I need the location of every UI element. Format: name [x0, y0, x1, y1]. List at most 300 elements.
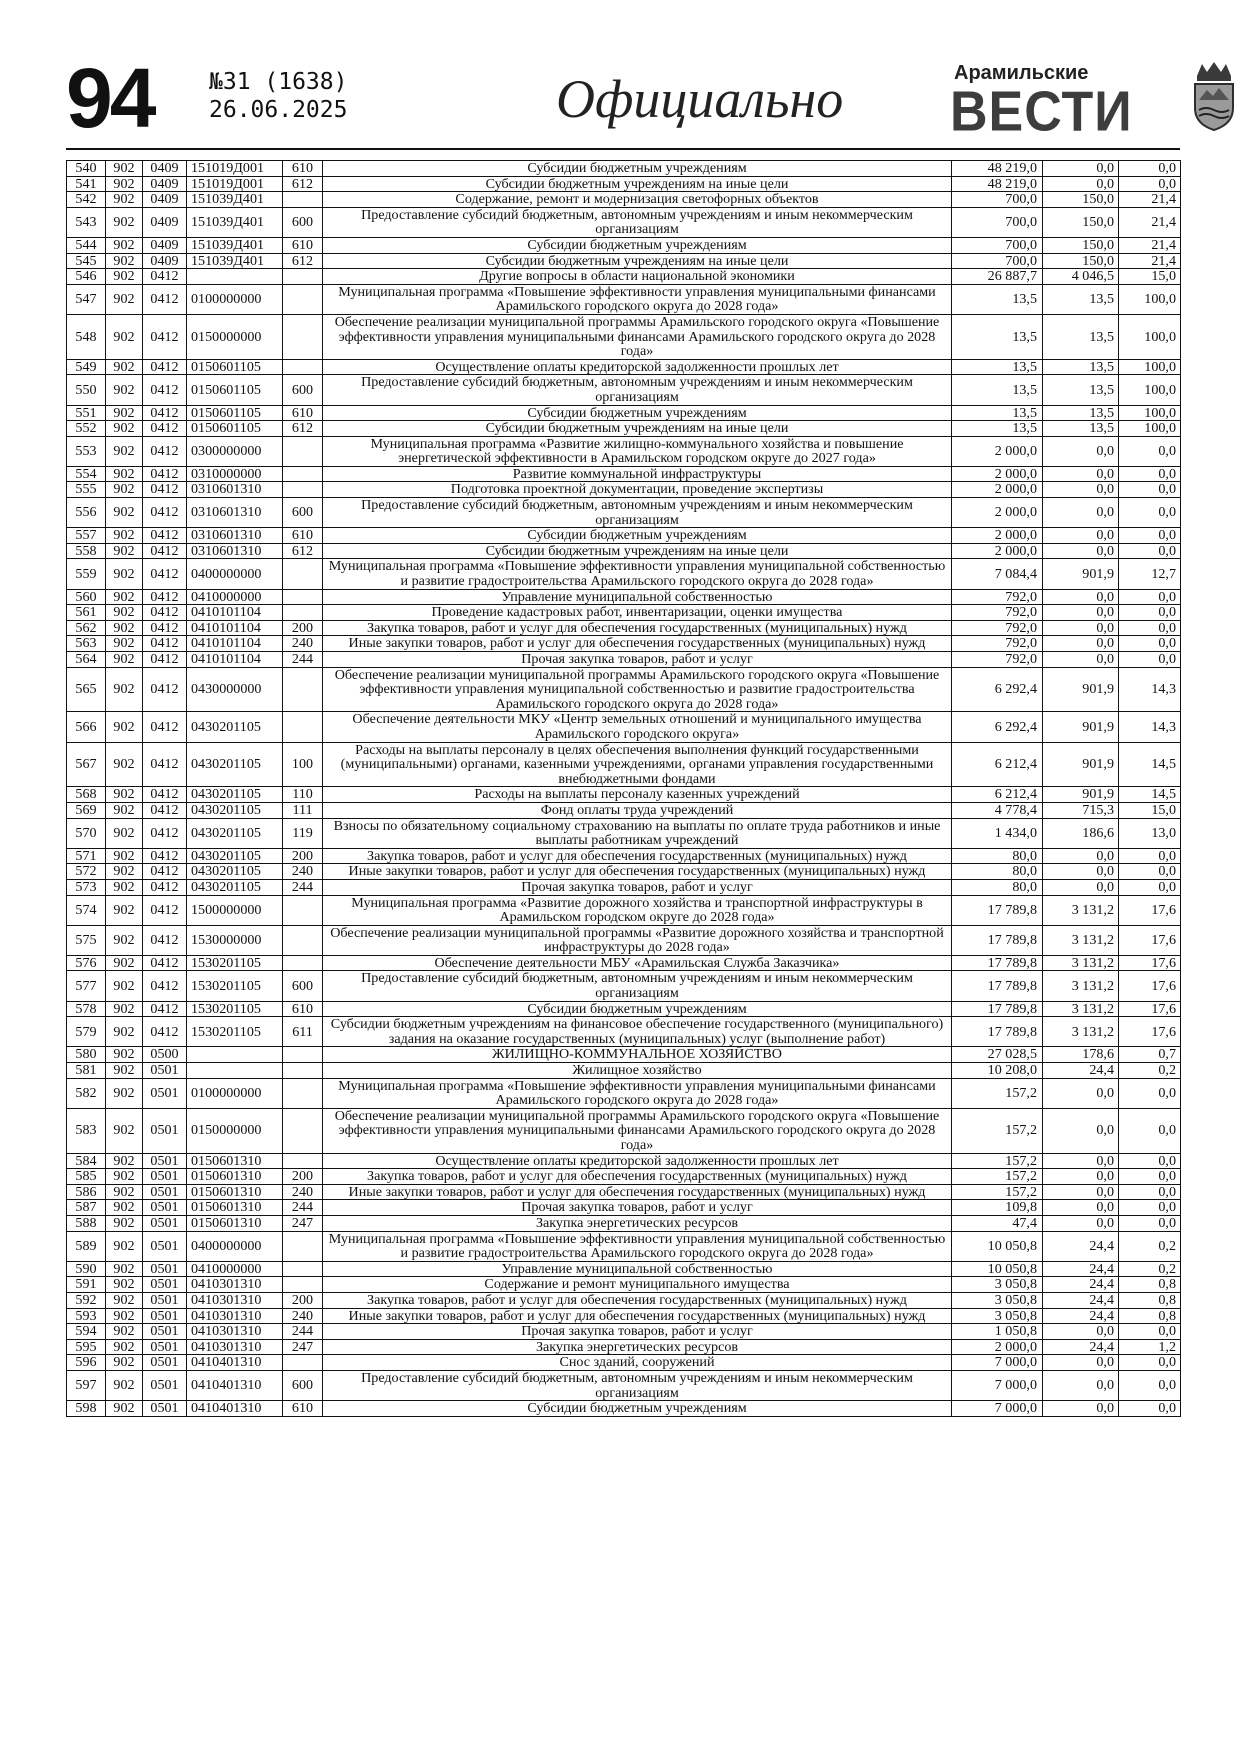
expense-type-cell: 100 [283, 742, 323, 787]
table-row [67, 176, 1181, 192]
table-row [67, 802, 1181, 818]
ministry-code-cell: 902 [106, 253, 143, 269]
target-code-cell: 0100000000 [187, 284, 283, 314]
expense-type-cell [283, 667, 323, 712]
expense-type-cell: 247 [283, 1215, 323, 1231]
target-code-cell: 0150601310 [187, 1169, 283, 1185]
percent-cell: 100,0 [1119, 421, 1181, 437]
ministry-code-cell: 902 [106, 1308, 143, 1324]
expense-type-cell [283, 1063, 323, 1079]
target-code-cell: 0410000000 [187, 589, 283, 605]
table-row [67, 1184, 1181, 1200]
row-number-cell: 553 [67, 436, 106, 466]
executed-amount-cell: 0,0 [1043, 589, 1119, 605]
table-row [67, 543, 1181, 559]
expense-type-cell: 200 [283, 620, 323, 636]
section-code-cell: 0412 [143, 589, 187, 605]
section-code-cell: 0501 [143, 1308, 187, 1324]
ministry-code-cell: 902 [106, 848, 143, 864]
description-cell: Предоставление субсидий бюджетным, автономным учреждениям и иным некоммерческим организациям [323, 1370, 952, 1400]
percent-cell: 0,0 [1119, 1184, 1181, 1200]
percent-cell: 0,0 [1119, 864, 1181, 880]
section-code-cell: 0412 [143, 436, 187, 466]
expense-type-cell: 610 [283, 1001, 323, 1017]
executed-amount-cell: 0,0 [1043, 1184, 1119, 1200]
description-cell: Закупка товаров, работ и услуг для обеспечения государственных (муниципальных) нужд [323, 1292, 952, 1308]
table-row [67, 848, 1181, 864]
executed-amount-cell: 24,4 [1043, 1308, 1119, 1324]
planned-amount-cell: 2 000,0 [952, 498, 1043, 528]
section-code-cell: 0501 [143, 1169, 187, 1185]
row-number-cell: 579 [67, 1017, 106, 1047]
description-cell: Жилищное хозяйство [323, 1063, 952, 1079]
budget-table-body [67, 161, 1181, 1417]
expense-type-cell [283, 589, 323, 605]
executed-amount-cell: 13,5 [1043, 314, 1119, 359]
table-row [67, 1324, 1181, 1340]
row-number-cell: 597 [67, 1370, 106, 1400]
target-code-cell: 0150601310 [187, 1200, 283, 1216]
percent-cell: 100,0 [1119, 314, 1181, 359]
target-code-cell: 0410401310 [187, 1370, 283, 1400]
row-number-cell: 569 [67, 802, 106, 818]
executed-amount-cell: 901,9 [1043, 787, 1119, 803]
planned-amount-cell: 17 789,8 [952, 971, 1043, 1001]
target-code-cell: 151019Д001 [187, 161, 283, 177]
percent-cell: 0,0 [1119, 589, 1181, 605]
target-code-cell: 0150601310 [187, 1153, 283, 1169]
executed-amount-cell: 24,4 [1043, 1261, 1119, 1277]
executed-amount-cell: 901,9 [1043, 667, 1119, 712]
executed-amount-cell: 13,5 [1043, 421, 1119, 437]
expense-type-cell [283, 1047, 323, 1063]
section-code-cell: 0501 [143, 1370, 187, 1400]
section-code-cell: 0412 [143, 971, 187, 1001]
table-row [67, 1339, 1181, 1355]
description-cell: Субсидии бюджетным учреждениям на иные цели [323, 176, 952, 192]
table-row [67, 879, 1181, 895]
section-code-cell: 0412 [143, 482, 187, 498]
row-number-cell: 559 [67, 559, 106, 589]
ministry-code-cell: 902 [106, 1047, 143, 1063]
planned-amount-cell: 17 789,8 [952, 925, 1043, 955]
expense-type-cell: 240 [283, 1184, 323, 1200]
row-number-cell: 578 [67, 1001, 106, 1017]
target-code-cell: 0430201105 [187, 864, 283, 880]
ministry-code-cell: 902 [106, 864, 143, 880]
section-code-cell: 0412 [143, 375, 187, 405]
target-code-cell: 0410101104 [187, 636, 283, 652]
section-code-cell: 0412 [143, 652, 187, 668]
expense-type-cell [283, 1277, 323, 1293]
target-code-cell: 0430000000 [187, 667, 283, 712]
row-number-cell: 598 [67, 1401, 106, 1417]
executed-amount-cell: 0,0 [1043, 636, 1119, 652]
percent-cell: 0,0 [1119, 161, 1181, 177]
executed-amount-cell: 715,3 [1043, 802, 1119, 818]
expense-type-cell [283, 1108, 323, 1153]
percent-cell: 15,0 [1119, 802, 1181, 818]
planned-amount-cell: 6 292,4 [952, 712, 1043, 742]
ministry-code-cell: 902 [106, 1078, 143, 1108]
section-code-cell: 0412 [143, 667, 187, 712]
target-code-cell: 0310601310 [187, 528, 283, 544]
planned-amount-cell: 792,0 [952, 589, 1043, 605]
table-row [67, 895, 1181, 925]
section-code-cell: 0501 [143, 1261, 187, 1277]
newspaper-logo [950, 60, 1178, 144]
section-code-cell: 0501 [143, 1153, 187, 1169]
table-row [67, 605, 1181, 621]
executed-amount-cell: 3 131,2 [1043, 1001, 1119, 1017]
ministry-code-cell: 902 [106, 1017, 143, 1047]
planned-amount-cell: 80,0 [952, 879, 1043, 895]
ministry-code-cell: 902 [106, 284, 143, 314]
percent-cell: 21,4 [1119, 192, 1181, 208]
row-number-cell: 545 [67, 253, 106, 269]
percent-cell: 0,0 [1119, 1153, 1181, 1169]
planned-amount-cell: 17 789,8 [952, 1017, 1043, 1047]
expense-type-cell [283, 1153, 323, 1169]
target-code-cell: 0100000000 [187, 1078, 283, 1108]
executed-amount-cell: 178,6 [1043, 1047, 1119, 1063]
row-number-cell: 574 [67, 895, 106, 925]
ministry-code-cell: 902 [106, 375, 143, 405]
target-code-cell: 0430201105 [187, 879, 283, 895]
target-code-cell: 151039Д401 [187, 207, 283, 237]
description-cell: Субсидии бюджетным учреждениям [323, 161, 952, 177]
planned-amount-cell: 700,0 [952, 192, 1043, 208]
target-code-cell: 0410301310 [187, 1277, 283, 1293]
target-code-cell: 0150601310 [187, 1215, 283, 1231]
row-number-cell: 550 [67, 375, 106, 405]
description-cell: Муниципальная программа «Повышение эффективности управления муниципальными финансами Арамильского городского округа до 2028 года» [323, 1078, 952, 1108]
section-code-cell: 0412 [143, 712, 187, 742]
percent-cell: 21,4 [1119, 253, 1181, 269]
expense-type-cell: 610 [283, 237, 323, 253]
description-cell: Взносы по обязательному социальному страхованию на выплаты по оплате труда работников и иные выплаты работникам учреждений [323, 818, 952, 848]
section-code-cell: 0501 [143, 1200, 187, 1216]
expense-type-cell [283, 482, 323, 498]
row-number-cell: 575 [67, 925, 106, 955]
table-row [67, 405, 1181, 421]
ministry-code-cell: 902 [106, 192, 143, 208]
table-row [67, 161, 1181, 177]
section-code-cell: 0412 [143, 636, 187, 652]
expense-type-cell [283, 1231, 323, 1261]
executed-amount-cell: 0,0 [1043, 1401, 1119, 1417]
table-row [67, 818, 1181, 848]
planned-amount-cell: 7 000,0 [952, 1355, 1043, 1371]
table-row [67, 589, 1181, 605]
executed-amount-cell: 150,0 [1043, 192, 1119, 208]
row-number-cell: 560 [67, 589, 106, 605]
target-code-cell: 1530201105 [187, 1001, 283, 1017]
executed-amount-cell: 0,0 [1043, 436, 1119, 466]
description-cell: Закупка энергетических ресурсов [323, 1339, 952, 1355]
percent-cell: 0,0 [1119, 1324, 1181, 1340]
description-cell: Субсидии бюджетным учреждениям [323, 1401, 952, 1417]
description-cell: Обеспечение деятельности МКУ «Центр земельных отношений и муниципального имущества Арамильского городского округа» [323, 712, 952, 742]
target-code-cell: 0410301310 [187, 1324, 283, 1340]
planned-amount-cell: 2 000,0 [952, 1339, 1043, 1355]
section-code-cell: 0409 [143, 253, 187, 269]
executed-amount-cell: 3 131,2 [1043, 1017, 1119, 1047]
executed-amount-cell: 0,0 [1043, 498, 1119, 528]
table-row [67, 192, 1181, 208]
table-row [67, 207, 1181, 237]
executed-amount-cell: 901,9 [1043, 742, 1119, 787]
planned-amount-cell: 3 050,8 [952, 1308, 1043, 1324]
table-row [67, 421, 1181, 437]
section-code-cell: 0412 [143, 528, 187, 544]
executed-amount-cell: 0,0 [1043, 482, 1119, 498]
percent-cell: 0,0 [1119, 1078, 1181, 1108]
table-row [67, 359, 1181, 375]
planned-amount-cell: 26 887,7 [952, 269, 1043, 285]
expense-type-cell [283, 436, 323, 466]
row-number-cell: 586 [67, 1184, 106, 1200]
row-number-cell: 582 [67, 1078, 106, 1108]
percent-cell: 0,0 [1119, 176, 1181, 192]
description-cell: Содержание и ремонт муниципального имущества [323, 1277, 952, 1293]
section-code-cell: 0501 [143, 1231, 187, 1261]
description-cell: Развитие коммунальной инфраструктуры [323, 466, 952, 482]
planned-amount-cell: 2 000,0 [952, 436, 1043, 466]
ministry-code-cell: 902 [106, 787, 143, 803]
ministry-code-cell: 902 [106, 498, 143, 528]
expense-type-cell [283, 269, 323, 285]
row-number-cell: 595 [67, 1339, 106, 1355]
row-number-cell: 565 [67, 667, 106, 712]
planned-amount-cell: 47,4 [952, 1215, 1043, 1231]
percent-cell: 0,0 [1119, 482, 1181, 498]
row-number-cell: 549 [67, 359, 106, 375]
description-cell: Расходы на выплаты персоналу казенных учреждений [323, 787, 952, 803]
ministry-code-cell: 902 [106, 269, 143, 285]
executed-amount-cell: 0,0 [1043, 1169, 1119, 1185]
executed-amount-cell: 0,0 [1043, 1108, 1119, 1153]
executed-amount-cell: 3 131,2 [1043, 955, 1119, 971]
table-row [67, 1169, 1181, 1185]
description-cell: Расходы на выплаты персоналу в целях обеспечения выполнения функций государственными (муниципальными) органами, казенными учреждениями, органами управления государственными внебюджетными фондами [323, 742, 952, 787]
ministry-code-cell: 902 [106, 528, 143, 544]
description-cell: Фонд оплаты труда учреждений [323, 802, 952, 818]
expense-type-cell: 610 [283, 405, 323, 421]
row-number-cell: 551 [67, 405, 106, 421]
section-code-cell: 0501 [143, 1184, 187, 1200]
target-code-cell: 1500000000 [187, 895, 283, 925]
table-row [67, 712, 1181, 742]
row-number-cell: 564 [67, 652, 106, 668]
section-code-cell: 0501 [143, 1324, 187, 1340]
expense-type-cell: 610 [283, 161, 323, 177]
planned-amount-cell: 157,2 [952, 1108, 1043, 1153]
table-row [67, 636, 1181, 652]
table-row [67, 1047, 1181, 1063]
percent-cell: 17,6 [1119, 895, 1181, 925]
description-cell: Иные закупки товаров, работ и услуг для обеспечения государственных (муниципальных) нужд [323, 1308, 952, 1324]
row-number-cell: 577 [67, 971, 106, 1001]
description-cell: Субсидии бюджетным учреждениям [323, 237, 952, 253]
executed-amount-cell: 0,0 [1043, 1215, 1119, 1231]
ministry-code-cell: 902 [106, 405, 143, 421]
description-cell: Предоставление субсидий бюджетным, автономным учреждениям и иным некоммерческим организациям [323, 375, 952, 405]
description-cell: Муниципальная программа «Развитие дорожного хозяйства и транспортной инфраструктуры в Арамильском городском округе до 2028 года» [323, 895, 952, 925]
section-code-cell: 0409 [143, 161, 187, 177]
planned-amount-cell: 700,0 [952, 253, 1043, 269]
section-code-cell: 0412 [143, 421, 187, 437]
table-row [67, 498, 1181, 528]
description-cell: Закупка энергетических ресурсов [323, 1215, 952, 1231]
row-number-cell: 542 [67, 192, 106, 208]
ministry-code-cell: 902 [106, 359, 143, 375]
expense-type-cell: 612 [283, 543, 323, 559]
planned-amount-cell: 6 212,4 [952, 787, 1043, 803]
description-cell: Муниципальная программа «Повышение эффективности управления муниципальной собственностью и развитие градостроительства Арамильского городского округа до 2028 года» [323, 559, 952, 589]
row-number-cell: 584 [67, 1153, 106, 1169]
table-row [67, 742, 1181, 787]
planned-amount-cell: 17 789,8 [952, 1001, 1043, 1017]
row-number-cell: 567 [67, 742, 106, 787]
percent-cell: 21,4 [1119, 207, 1181, 237]
section-code-cell: 0412 [143, 1017, 187, 1047]
planned-amount-cell: 17 789,8 [952, 895, 1043, 925]
logo-text-top: Арамильские [954, 62, 1089, 84]
ministry-code-cell: 902 [106, 895, 143, 925]
ministry-code-cell: 902 [106, 620, 143, 636]
executed-amount-cell: 24,4 [1043, 1277, 1119, 1293]
ministry-code-cell: 902 [106, 1200, 143, 1216]
description-cell: Субсидии бюджетным учреждениям [323, 405, 952, 421]
row-number-cell: 541 [67, 176, 106, 192]
planned-amount-cell: 2 000,0 [952, 543, 1043, 559]
percent-cell: 0,0 [1119, 879, 1181, 895]
description-cell: Проведение кадастровых работ, инвентаризации, оценки имущества [323, 605, 952, 621]
executed-amount-cell: 3 131,2 [1043, 971, 1119, 1001]
planned-amount-cell: 1 434,0 [952, 818, 1043, 848]
planned-amount-cell: 13,5 [952, 359, 1043, 375]
table-row [67, 1292, 1181, 1308]
section-code-cell: 0412 [143, 818, 187, 848]
target-code-cell: 0150000000 [187, 314, 283, 359]
table-row [67, 787, 1181, 803]
target-code-cell: 0430201105 [187, 742, 283, 787]
percent-cell: 0,0 [1119, 466, 1181, 482]
table-row [67, 1078, 1181, 1108]
planned-amount-cell: 1 050,8 [952, 1324, 1043, 1340]
executed-amount-cell: 0,0 [1043, 1355, 1119, 1371]
table-row [67, 667, 1181, 712]
percent-cell: 0,0 [1119, 1401, 1181, 1417]
header-divider [66, 148, 1180, 150]
target-code-cell: 0310000000 [187, 466, 283, 482]
target-code-cell: 1530201105 [187, 1017, 283, 1047]
percent-cell: 0,0 [1119, 848, 1181, 864]
expense-type-cell: 244 [283, 652, 323, 668]
ministry-code-cell: 902 [106, 543, 143, 559]
percent-cell: 0,0 [1119, 636, 1181, 652]
target-code-cell: 0430201105 [187, 848, 283, 864]
planned-amount-cell: 700,0 [952, 237, 1043, 253]
expense-type-cell: 240 [283, 1308, 323, 1324]
section-code-cell: 0412 [143, 359, 187, 375]
section-code-cell: 0412 [143, 742, 187, 787]
executed-amount-cell: 0,0 [1043, 1200, 1119, 1216]
ministry-code-cell: 902 [106, 1215, 143, 1231]
executed-amount-cell: 13,5 [1043, 405, 1119, 421]
executed-amount-cell: 0,0 [1043, 1153, 1119, 1169]
row-number-cell: 563 [67, 636, 106, 652]
description-cell: Субсидии бюджетным учреждениям на финансовое обеспечение государственного (муниципального) задания на оказание государственных (муниципальных) услуг (выполнение работ) [323, 1017, 952, 1047]
expense-type-cell: 247 [283, 1339, 323, 1355]
expense-type-cell [283, 1078, 323, 1108]
table-row [67, 466, 1181, 482]
percent-cell: 17,6 [1119, 955, 1181, 971]
description-cell: Субсидии бюджетным учреждениям на иные цели [323, 421, 952, 437]
description-cell: Субсидии бюджетным учреждениям [323, 1001, 952, 1017]
page-number: 94 [66, 51, 154, 145]
table-row [67, 1308, 1181, 1324]
expense-type-cell [283, 955, 323, 971]
percent-cell: 0,0 [1119, 1108, 1181, 1153]
executed-amount-cell: 0,0 [1043, 1370, 1119, 1400]
description-cell: Осуществление оплаты кредиторской задолженности прошлых лет [323, 1153, 952, 1169]
percent-cell: 14,3 [1119, 712, 1181, 742]
table-row [67, 1261, 1181, 1277]
expense-type-cell: 612 [283, 421, 323, 437]
executed-amount-cell: 24,4 [1043, 1292, 1119, 1308]
executed-amount-cell: 0,0 [1043, 466, 1119, 482]
description-cell: Другие вопросы в области национальной экономики [323, 269, 952, 285]
issue-number: №31 (1638) [209, 69, 348, 95]
section-code-cell: 0412 [143, 314, 187, 359]
description-cell: Предоставление субсидий бюджетным, автономным учреждениям и иным некоммерческим организациям [323, 971, 952, 1001]
row-number-cell: 571 [67, 848, 106, 864]
percent-cell: 17,6 [1119, 925, 1181, 955]
section-code-cell: 0412 [143, 787, 187, 803]
expense-type-cell [283, 925, 323, 955]
target-code-cell: 0300000000 [187, 436, 283, 466]
target-code-cell: 0150601310 [187, 1184, 283, 1200]
planned-amount-cell: 792,0 [952, 620, 1043, 636]
expense-type-cell [283, 895, 323, 925]
target-code-cell: 1530000000 [187, 925, 283, 955]
percent-cell: 0,7 [1119, 1047, 1181, 1063]
planned-amount-cell: 13,5 [952, 314, 1043, 359]
expense-type-cell: 600 [283, 1370, 323, 1400]
executed-amount-cell: 13,5 [1043, 359, 1119, 375]
description-cell: Управление муниципальной собственностью [323, 1261, 952, 1277]
ministry-code-cell: 902 [106, 207, 143, 237]
expense-type-cell [283, 359, 323, 375]
executed-amount-cell: 0,0 [1043, 848, 1119, 864]
table-row [67, 559, 1181, 589]
section-code-cell: 0412 [143, 620, 187, 636]
ministry-code-cell: 902 [106, 818, 143, 848]
executed-amount-cell: 0,0 [1043, 879, 1119, 895]
row-number-cell: 540 [67, 161, 106, 177]
planned-amount-cell: 109,8 [952, 1200, 1043, 1216]
ministry-code-cell: 902 [106, 1277, 143, 1293]
planned-amount-cell: 3 050,8 [952, 1292, 1043, 1308]
description-cell: Обеспечение реализации муниципальной программы Арамильского городского округа «Повышение эффективности управления муниципальными финансами Арамильского городского округа до 2028 года» [323, 1108, 952, 1153]
table-row [67, 1153, 1181, 1169]
table-row [67, 528, 1181, 544]
planned-amount-cell: 80,0 [952, 864, 1043, 880]
section-code-cell: 0412 [143, 848, 187, 864]
row-number-cell: 552 [67, 421, 106, 437]
